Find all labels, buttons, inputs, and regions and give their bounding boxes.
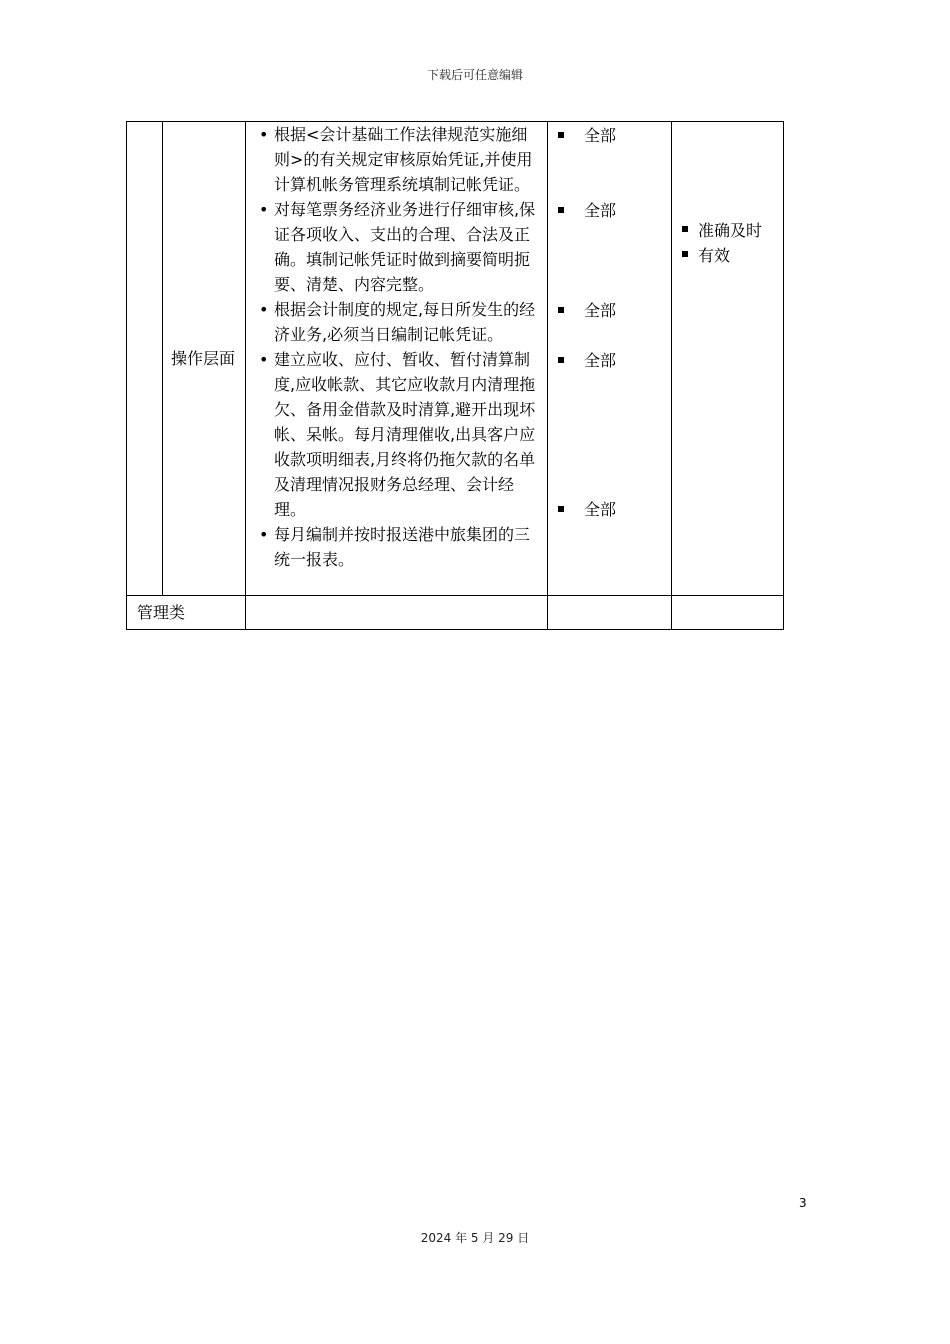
standard-item: 有效 (672, 243, 783, 268)
scope-item: 全部 (558, 348, 616, 373)
responsibility-table (126, 121, 784, 630)
square-bullet-icon (558, 357, 564, 363)
scope-item: 全部 (558, 198, 616, 223)
square-bullet-icon (558, 506, 564, 512)
empty-cell (548, 596, 672, 630)
page-header: 下载后可任意编辑 (426, 68, 523, 82)
square-bullet-icon (682, 251, 688, 257)
standard-item: 准确及时 (672, 218, 783, 243)
square-bullet-icon (558, 132, 564, 138)
scope-item: 全部 (558, 123, 616, 148)
task-item: • 根据<会计基础工作法律规范实施细则>的有关规定审核原始凭证,并使用计算机帐务管理系统填制记帐凭证。 (246, 122, 547, 197)
page-number: 3 (799, 1196, 807, 1210)
task-item: • 对每笔票务经济业务进行仔细审核,保证各项收入、支出的合理、合法及正确。填制记帐凭证时做到摘要简明扼要、清楚、内容完整。 (246, 197, 547, 297)
standards-cell (672, 122, 784, 596)
task-list (246, 122, 547, 572)
empty-cell (672, 596, 784, 630)
task-item: • 根据会计制度的规定,每日所发生的经济业务,必须当日编制记帐凭证。 (246, 297, 547, 347)
standards-list (672, 218, 783, 268)
square-bullet-icon (558, 307, 564, 313)
scope-cell (548, 122, 672, 596)
task-item: • 建立应收、应付、暂收、暂付清算制度,应收帐款、其它应收款月内清理拖欠、备用金借款及时清算,避开出现坏帐、呆帐。每月清理催收,出具客户应收款项明细表,月终将仍拖欠款的名单及清理情况报财务总经理、会计经理。 (246, 347, 547, 522)
operation-row (127, 122, 784, 596)
task-list-cell (246, 122, 548, 596)
level-label: 操作层面 (163, 122, 246, 596)
task-item: • 每月编制并按时报送港中旅集团的三统一报表。 (246, 522, 547, 572)
empty-cell (246, 596, 548, 630)
square-bullet-icon (558, 207, 564, 213)
empty-category-cell (127, 122, 163, 596)
management-row (127, 596, 784, 630)
management-label: 管理类 (127, 596, 246, 630)
square-bullet-icon (682, 226, 688, 232)
page-date: 2024 年 5 月 29 日 (420, 1231, 530, 1245)
scope-item: 全部 (558, 497, 616, 522)
scope-item: 全部 (558, 298, 616, 323)
